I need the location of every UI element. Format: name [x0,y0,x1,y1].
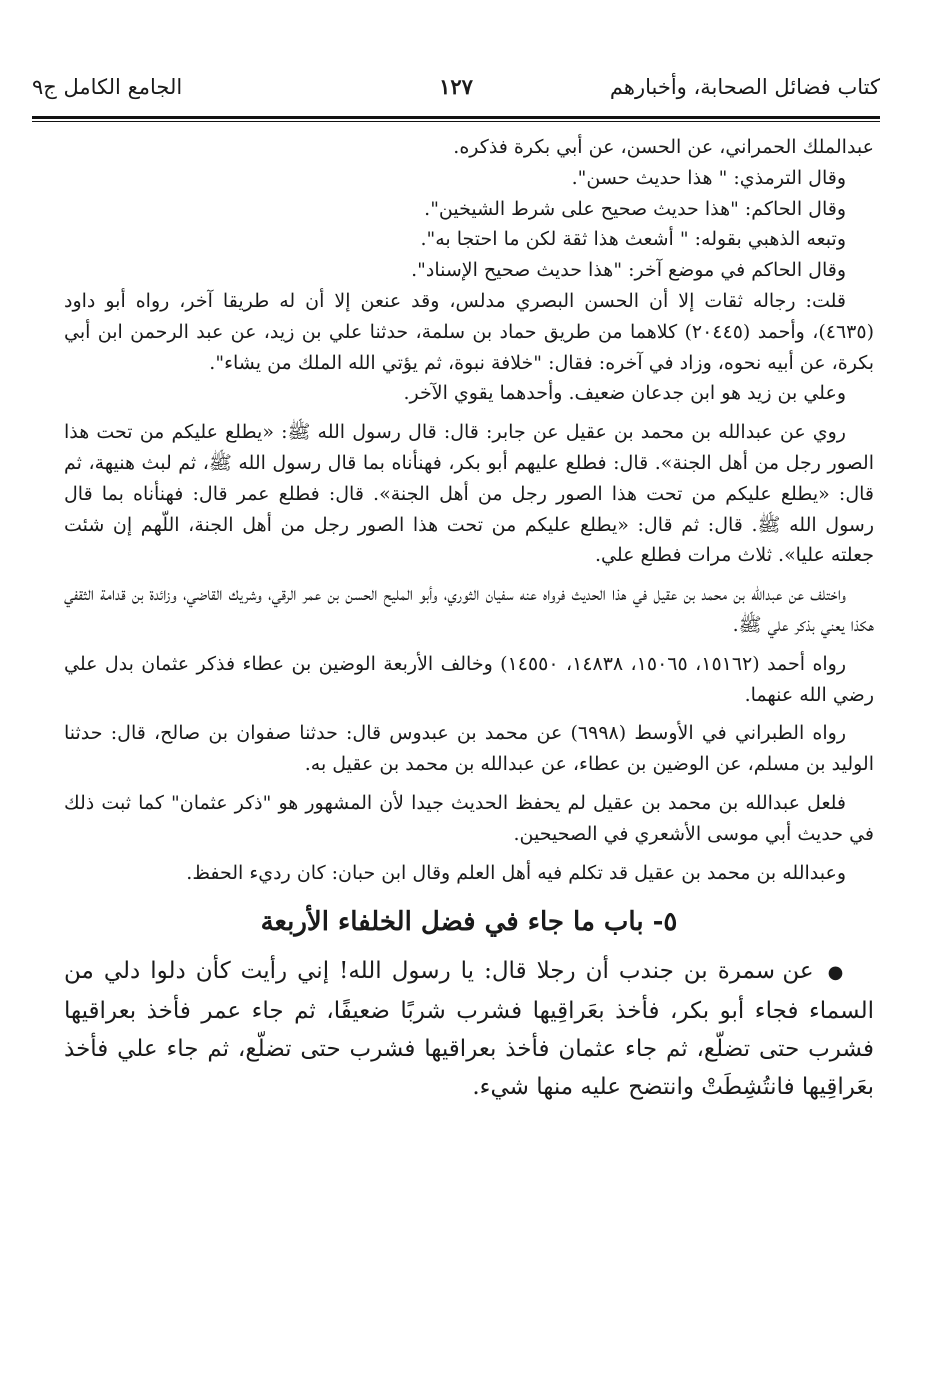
paragraph: روي عن عبدالله بن محمد بن عقيل عن جابر: قال: قال رسول الله ﷺ: «يطلع عليكم من تحت هذا الصور رجل من أهل الجنة». قال: فطلع عليهم أبو بكر، فهنأناه بما قال رسول الله ﷺ، ثم لبث هنيهة، ثم قال: «يطلع عليكم من تحت هذا الصور رجل من أهل الجنة». قال: فطلع عمر قال: فهنأناه بما قال رسول الله ﷺ. قال: ثم قال: «يطلع عليكم من تحت هذا الصور رجل من أهل الجنة، اللّهم إن شئت جعلته عليا». ثلاث مرات فطلع علي. [64,421,874,567]
header-book-title: كتاب فضائل الصحابة، وأخبارهم [609,75,880,99]
header-rule-thin [32,121,880,122]
paragraph: وتبعه الذهبي بقوله: " أشعث هذا ثقة لكن ما احتجا به". [420,228,846,251]
paragraph: عبدالملك الحمراني، عن الحسن، عن أبي بكرة فذكره. [453,136,874,158]
paragraph: وقال الحاكم: "هذا حديث صحيح على شرط الشيخين". [424,197,846,220]
paragraph: قلت: رجاله ثقات إلا أن الحسن البصري مدلس، وقد عنعن إلا أن له طريقا آخر، رواه أبو داود (٤٦٣٥)، وأحمد (٢٠٤٤٥) كلاهما من طريق حماد بن سلمة، حدثنا علي بن زيد، عن عبد الرحمن ابن أبي بكرة، عن أبيه نحوه، وزاد في آخره: فقال: "خلافة نبوة، ثم يؤتي الله الملك من يشاء". [64,289,874,374]
header-rule-thick [32,116,880,119]
paragraph: واختلف عن عبدالله بن محمد بن عقيل في هذا الحديث فرواه عنه سفيان الثوري، وأبو المليح الحسن بن عمر الرقي، وشريك القاضي، وزائدة بن قدامة الثقفي هكذا يعني بذكر علي ﷺ. [64,583,874,636]
running-header [32,70,880,104]
page-number: ١٢٧ [439,74,473,99]
hadith-text: عن سمرة بن جندب أن رجلا قال: يا رسول الله! إني رأيت كأن دلوا دلي من السماء فجاء أبو بكر، فأخذ بعَراقِيها فشرب شربًا ضعيفًا، ثم جاء عمر فأخذ بعراقيها فشرب حتى تضلّع، ثم جاء عثمان فأخذ بعراقيها فشرب حتى تضلّع، ثم جاء علي فأخذ بعَراقِيها فانتُشِطَتْ وانتضح عليه منها شيء. [64,958,874,1101]
paragraph: فلعل عبدالله بن محمد بن عقيل لم يحفظ الحديث جيدا لأن المشهور هو "ذكر عثمان" كما ثبت ذلك في حديث أبي موسى الأشعري في الصحيحين. [64,791,874,845]
paragraph: وعلي بن زيد هو ابن جدعان ضعيف. وأحدهما يقوي الآخر. [403,382,846,405]
section-number: ٥- [652,907,678,938]
section-heading [64,902,874,942]
hadith-paragraph [64,952,874,1106]
page-body [64,132,874,1106]
paragraph: رواه الطبراني في الأوسط (٦٩٩٨) عن محمد بن عبدوس قال: حدثنا صفوان بن صالح، قال: حدثنا الوليد بن مسلم، عن الوضين بن عطاء، عن عبدالله بن محمد بن عقيل به. [64,722,874,776]
header-series: الجامع الكامل ج٩ [32,75,183,99]
paragraph: وقال الترمذي: " هذا حديث حسن". [571,166,846,189]
paragraph: وقال الحاكم في موضع آخر: "هذا حديث صحيح الإسناد". [411,259,846,282]
bullet-icon: ● [827,962,846,984]
paragraph: رواه أحمد (١٥١٦٢، ١٥٠٦٥، ١٤٨٣٨، ١٤٥٥٠) وخالف الأربعة الوضين بن عطاء فذكر عثمان بدل علي رضي الله عنهما. [64,652,874,706]
section-title-text: باب ما جاء في فضل الخلفاء الأربعة [260,907,644,938]
paragraph: وعبدالله بن محمد بن عقيل قد تكلم فيه أهل العلم وقال ابن حبان: كان رديء الحفظ. [186,861,846,884]
